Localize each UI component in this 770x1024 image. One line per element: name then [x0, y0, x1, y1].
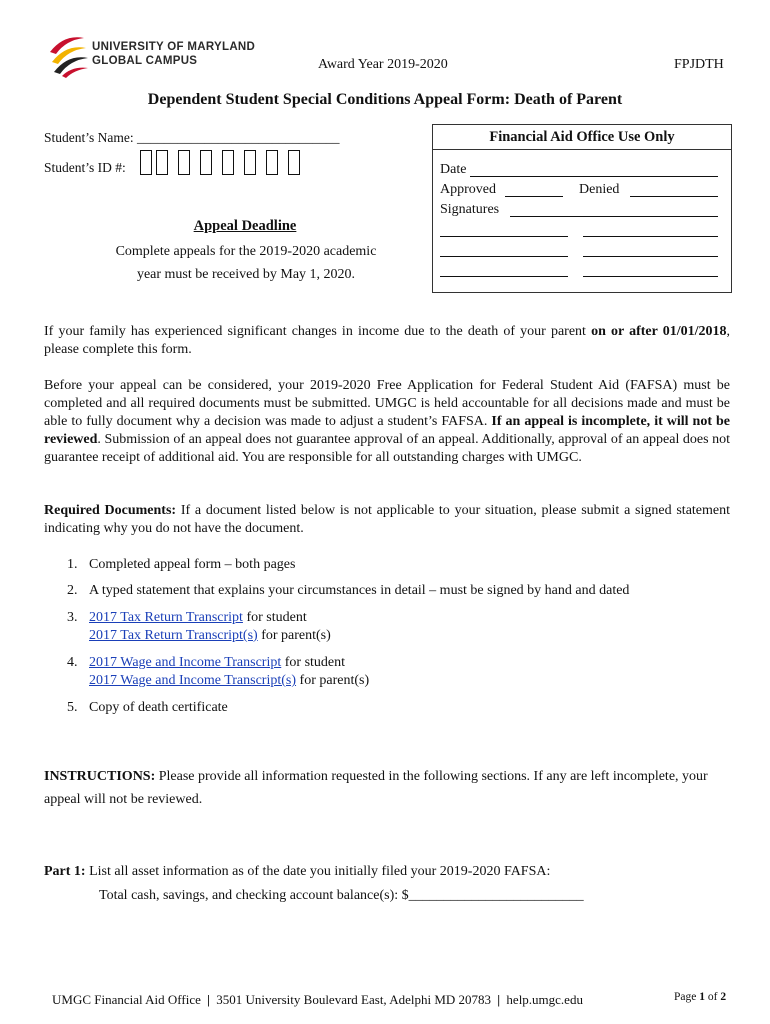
award-year: Award Year 2019-2020: [318, 57, 448, 72]
student-id-digit-box[interactable]: [244, 150, 256, 175]
intro-paragraph: [44, 323, 730, 359]
office-use-box: [432, 124, 732, 293]
list-number: 2.: [67, 583, 78, 598]
student-name-row: [44, 130, 340, 146]
student-id-digit-box[interactable]: [200, 150, 212, 175]
list-item: [67, 582, 727, 600]
page-word: Page: [674, 991, 697, 1003]
list-item-text: for student: [281, 655, 346, 670]
office-date-label: Date: [440, 162, 467, 177]
footer-website: help.umgc.edu: [506, 992, 583, 1007]
instructions-heading: INSTRUCTIONS:: [44, 769, 156, 784]
page-current: 1: [699, 991, 705, 1003]
student-id-digit-box[interactable]: [156, 150, 168, 175]
before-paragraph: [44, 377, 730, 467]
list-item-text: for parent(s): [296, 673, 370, 688]
required-documents-paragraph: [44, 502, 730, 538]
total-cash-row: [99, 888, 584, 904]
list-item-text: A typed statement that explains your circumstances in detail – must be signed by hand and dated: [89, 583, 630, 598]
list-number: 4.: [67, 655, 78, 670]
intro-text: If your family has experienced significant changes in income due to the death of your parent: [44, 324, 592, 339]
before-text-end: . Submission of an appeal does not guarantee approval of an appeal. Additionally, approval of an appeal does not guarantee receipt of additional aid. You are responsible for all outstanding charges with UMGC.: [44, 432, 730, 465]
list-item: [67, 654, 727, 690]
student-id-digit-box[interactable]: [140, 150, 152, 175]
list-number: 5.: [67, 700, 78, 715]
logo-campus-name: GLOBAL CAMPUS: [92, 55, 198, 67]
office-signature-line: [583, 276, 718, 277]
form-code: FPJDTH: [674, 57, 724, 72]
appeal-deadline-text: [60, 240, 432, 286]
office-signature-line: [440, 276, 568, 277]
tax-transcript-parent-link[interactable]: 2017 Tax Return Transcript(s): [89, 628, 258, 643]
list-number: 3.: [67, 610, 78, 625]
wage-transcript-student-link[interactable]: 2017 Wage and Income Transcript: [89, 655, 282, 670]
page-of: of: [707, 991, 718, 1003]
student-id-digit-box[interactable]: [288, 150, 300, 175]
required-documents-text: If a document listed below is not applicable to your situation, please submit a signed statement indicating why you do not have the document.: [44, 503, 731, 536]
office-approved-label: Approved: [440, 182, 496, 197]
list-item-text: Completed appeal form – both pages: [89, 557, 296, 572]
office-denied-line: [630, 196, 718, 197]
office-use-heading: Financial Aid Office Use Only: [433, 125, 731, 150]
logo-university-name: UNIVERSITY OF MARYLAND: [92, 41, 256, 53]
required-documents-heading: Required Documents:: [44, 503, 177, 518]
student-id-digit-box[interactable]: [222, 150, 234, 175]
office-signature-line: [440, 236, 568, 237]
office-signature-line: [583, 236, 718, 237]
total-cash-label: Total cash, savings, and checking account balance(s): $: [99, 888, 409, 903]
university-logo: [46, 32, 286, 80]
footer: UMGC Financial Aid Office | 3501 University Boulevard East, Adelphi MD 20783 | help.umgc.edu: [52, 992, 583, 1007]
student-id-digit-box[interactable]: [178, 150, 190, 175]
part1-text: List all asset information as of the date you initially filed your 2019-2020 FAFSA:: [85, 864, 551, 879]
list-item: [67, 556, 727, 574]
deadline-line-1: Complete appeals for the 2019-2020 academic: [115, 244, 377, 259]
student-name-field[interactable]: ______________________________: [137, 130, 340, 145]
office-approved-line: [505, 196, 563, 197]
logo-swoosh-icon: [46, 32, 90, 78]
deadline-line-2: year must be received by May 1, 2020.: [136, 267, 356, 282]
total-cash-field[interactable]: _________________________: [408, 888, 584, 903]
appeal-deadline-heading: Appeal Deadline: [193, 218, 297, 234]
office-signature-line: [440, 256, 568, 257]
list-item-text: for student: [242, 610, 307, 625]
incomplete-warning: If an appeal is incomplete, it will not be reviewed: [44, 414, 730, 447]
page-total: 2: [720, 991, 727, 1003]
intro-text-end: , please complete this form.: [44, 324, 730, 357]
wage-transcript-parent-link[interactable]: 2017 Wage and Income Transcript(s): [89, 673, 297, 688]
footer-office: UMGC Financial Aid Office: [52, 992, 201, 1007]
list-number: 1.: [67, 557, 78, 572]
footer-address: 3501 University Boulevard East, Adelphi MD 20783: [216, 992, 492, 1007]
list-item-text: for parent(s): [257, 628, 331, 643]
part1-heading: Part 1:: [44, 864, 86, 879]
office-signatures-label: Signatures: [440, 202, 500, 217]
intro-date-bold: on or after 01/01/2018: [591, 324, 727, 339]
student-id-label: Student’s ID #:: [44, 160, 126, 175]
office-denied-label: Denied: [579, 182, 620, 197]
part1-heading-row: [44, 863, 730, 881]
page-number: [674, 991, 726, 1003]
before-text: Before your appeal can be considered, your 2019-2020 Free Application for Federal Student Aid (FAFSA) must be completed and all required documents must be submitted. UMGC is held accountable for all decisions made and must be able to fully document why a decision was made to adjust a student’s FAFSA.: [44, 378, 730, 429]
instructions-paragraph: [44, 765, 730, 811]
instructions-text: Please provide all information requested in the following sections. If any are left incomplete, your appeal will not be reviewed.: [44, 769, 708, 807]
office-date-line: [470, 176, 718, 177]
list-item: [67, 609, 727, 645]
office-signature-line: [583, 256, 718, 257]
list-item-text: Copy of death certificate: [89, 700, 228, 715]
page-title: Dependent Student Special Conditions Appeal Form: Death of Parent: [147, 91, 623, 108]
list-item: [67, 699, 727, 717]
office-signature-line: [510, 216, 718, 217]
student-id-digit-box[interactable]: [266, 150, 278, 175]
tax-transcript-student-link[interactable]: 2017 Tax Return Transcript: [89, 610, 243, 625]
student-name-label: Student’s Name:: [44, 130, 134, 145]
